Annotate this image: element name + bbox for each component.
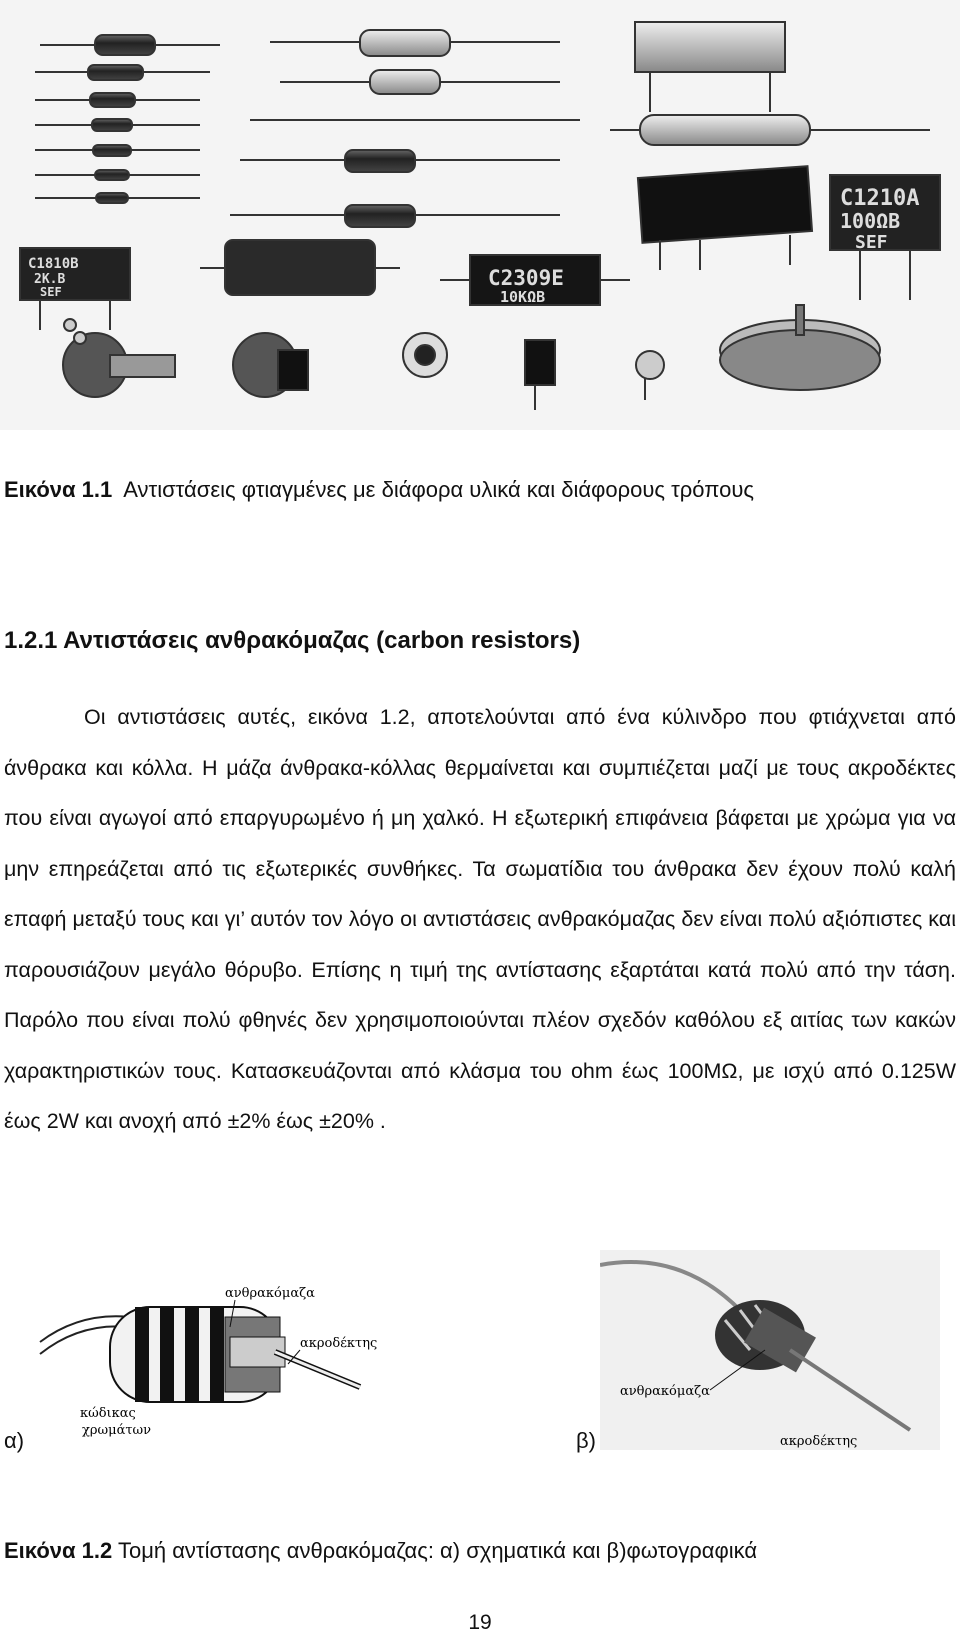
marking-c1810b: C1810B <box>28 256 79 272</box>
label-carbon-a: ανθρακόμαζα <box>225 1286 315 1301</box>
marking-2k: 2K.B <box>34 272 66 287</box>
label-lead-a: ακροδέκτης <box>300 1336 378 1351</box>
label-lead-b: ακροδέκτης <box>780 1434 858 1449</box>
figure-1-2a-label: α) <box>4 1428 25 1453</box>
marking-sef: SEF <box>855 232 888 253</box>
figure-1-2-caption-text: Τομή αντίστασης ανθρακόμαζας: α) σχηματικά και β)φωτογραφικά <box>117 1538 758 1563</box>
figure-1-1-photo <box>0 0 960 430</box>
body-paragraph <box>4 692 956 1147</box>
page-number: 19 <box>468 1611 492 1634</box>
figure-1-2-caption <box>4 1538 757 1564</box>
marking-c1210a: C1210A <box>840 186 920 211</box>
marking-c2309e: C2309E <box>488 266 564 290</box>
figure-1-1-caption <box>4 477 754 503</box>
label-carbon-b: ανθρακόμαζα <box>620 1384 710 1399</box>
section-title: 1.2.1 Αντιστάσεις ανθρακόμαζας (carbon resistors) <box>4 627 581 654</box>
figure-1-2b-photo <box>600 1250 940 1450</box>
label-code-a-1: κώδικας <box>80 1406 136 1421</box>
marking-10kohm: 10KΩB <box>500 288 546 306</box>
figure-1-1-caption-label: Εικόνα 1.1 <box>4 477 113 502</box>
marking-sef-small: SEF <box>40 285 62 299</box>
figure-1-2-caption-label: Εικόνα 1.2 <box>4 1538 113 1563</box>
figure-1-1-caption-text: Αντιστάσεις φτιαγμένες με διάφορα υλικά και διάφορους τρόπους <box>123 477 754 502</box>
marking-100ohm: 100ΩB <box>840 209 901 233</box>
figure-1-2b-label: β) <box>576 1428 596 1453</box>
figure-1-2a-diagram <box>20 1282 420 1452</box>
label-code-a-2: χρωμάτων <box>82 1423 152 1438</box>
paragraph-text: Οι αντιστάσεις αυτές, εικόνα 1.2, αποτελούνται από ένα κύλινδρο που φτιάχνεται από άνθρακα και κόλλα. Η μάζα άνθρακα-κόλλας θερμαίνεται και συμπιέζεται μαζί με τους ακροδέκτες που είναι αγωγοί από επαργυρωμένο ή μη χαλκό. Η εξωτερική επιφάνεια βάφεται με χρώμα για να μην επηρεάζεται από τις εξωτερικές συνθήκες. Τα σωματίδια του άνθρακα δεν έχουν πολύ καλή επαφή μεταξύ τους και γι’ αυτόν τον λόγο οι αντιστάσεις ανθρακόμαζας δεν είναι πολύ αξιόπιστες και παρουσιάζουν μεγάλο θόρυβο. Επίσης η τιμή της αντίστασης εξαρτάται κατά πολύ από την τάση. Παρόλο που είναι πολύ φθηνές δεν χρησιμοποιούνται πλέον σχεδόν καθόλου εξ αιτίας των κακών χαρακτηριστικών τους. Κατασκευάζονται από κλάσμα του ohm έως 100MΩ, με ισχύ από 0.125W έως 2W και ανοχή από ±2% έως ±20% . <box>4 705 956 1133</box>
